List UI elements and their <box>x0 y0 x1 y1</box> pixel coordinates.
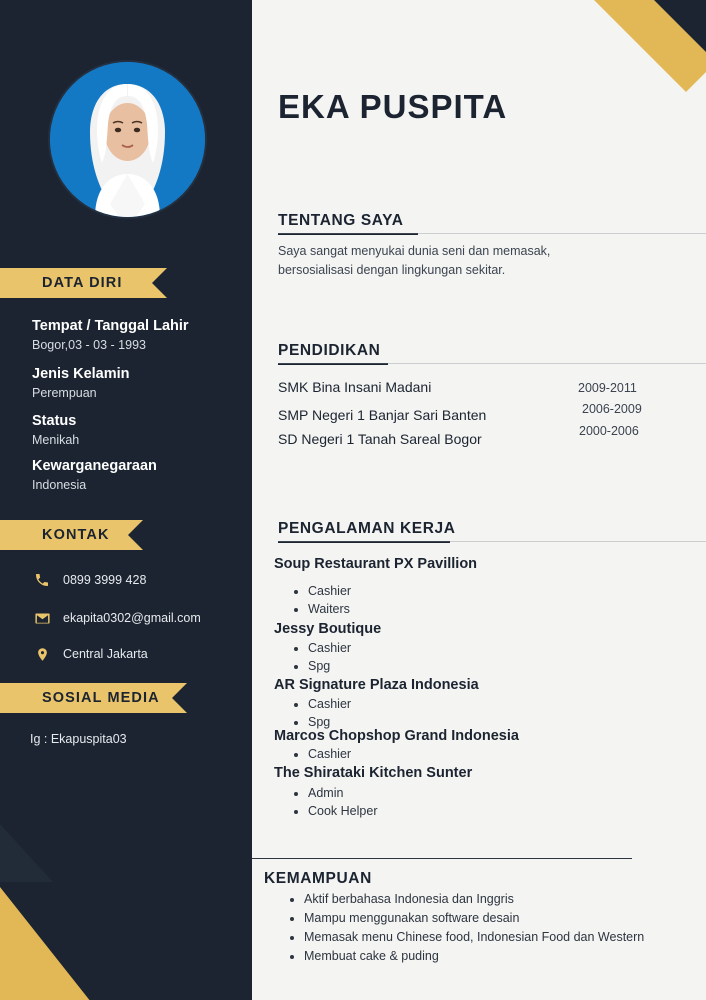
field-value: Menikah <box>32 433 80 447</box>
social-instagram[interactable] <box>30 732 127 746</box>
social-instagram-text: Ig : Ekapuspita03 <box>30 732 127 746</box>
job-company: Jessy Boutique <box>274 621 382 637</box>
email-icon <box>32 608 52 628</box>
field-value: Indonesia <box>32 478 87 492</box>
field-label: Tempat / Tanggal Lahir <box>32 318 189 334</box>
job-role: • Cook Helper <box>308 802 377 820</box>
education-years: 2000-2006 <box>579 424 639 438</box>
ribbon-label-kontak: KONTAK <box>42 527 110 543</box>
decor-triangle-dark-top-right <box>654 0 706 52</box>
skill-item: • Membuat cake & puding <box>304 947 694 966</box>
job-company: Soup Restaurant PX Pavillion <box>274 556 478 572</box>
section-rule-experience <box>278 541 706 542</box>
job-company: The Shirataki Kitchen Sunter <box>274 765 473 781</box>
section-ribbon-sosial-media <box>0 683 172 713</box>
section-rule-education <box>278 363 706 364</box>
portrait-illustration <box>50 62 205 217</box>
skill-item: • Mampu menggunakan software desain <box>304 909 694 928</box>
contact-email-text: ekapita0302@gmail.com <box>63 611 201 625</box>
job-role: • Waiters <box>308 600 351 618</box>
ribbon-label-data-diri: DATA DIRI <box>42 275 123 291</box>
field-label: Status <box>32 413 77 429</box>
job-roles <box>290 745 351 763</box>
job-role: • Spg <box>308 657 351 675</box>
job-company: Marcos Chopshop Grand Indonesia <box>274 728 519 744</box>
skill-item: • Aktif berbahasa Indonesia dan Inggris <box>304 890 694 909</box>
field-gender <box>32 365 242 402</box>
job-roles <box>290 784 377 820</box>
ribbon-label-sosial-media: SOSIAL MEDIA <box>42 690 160 706</box>
job-role: • Admin <box>308 784 377 802</box>
section-title-skills: KEMAMPUAN <box>264 870 372 887</box>
job-role: • Cashier <box>308 639 351 657</box>
section-rule-skills <box>252 858 632 859</box>
job-role: • Cashier <box>308 582 351 600</box>
field-label: Jenis Kelamin <box>32 366 130 382</box>
section-rule-about <box>278 233 706 234</box>
contact-phone-text: 0899 3999 428 <box>63 573 147 587</box>
section-title-about: TENTANG SAYA <box>278 212 404 229</box>
field-label: Kewarganegaraan <box>32 458 157 474</box>
job-roles <box>290 639 351 675</box>
education-school: SMP Negeri 1 Banjar Sari Banten <box>278 407 487 423</box>
section-ribbon-kontak <box>0 520 128 550</box>
field-nationality <box>32 457 242 494</box>
job-roles <box>290 582 351 618</box>
skill-list <box>284 890 694 966</box>
job-company: AR Signature Plaza Indonesia <box>274 677 479 693</box>
sidebar <box>0 0 252 1000</box>
education-years: 2009-2011 <box>578 381 637 395</box>
section-title-experience: PENGALAMAN KERJA <box>278 520 456 537</box>
skill-item: • Memasak menu Chinese food, Indonesian Food dan Western <box>304 928 694 947</box>
contact-phone[interactable] <box>32 570 146 590</box>
field-value: Perempuan <box>32 386 97 400</box>
job-roles <box>290 695 351 731</box>
decor-notch-top-right <box>664 72 706 114</box>
education-school: SMK Bina Insani Madani <box>278 379 432 395</box>
page-title: EKA PUSPITA <box>278 88 508 125</box>
decor-triangle-dark <box>0 822 53 882</box>
job-role: • Cashier <box>308 695 351 713</box>
about-text: Saya sangat menyukai dunia seni dan memasak, bersosialisasi dengan lingkungan sekitar. <box>278 244 551 277</box>
location-pin-icon <box>32 644 52 664</box>
field-status <box>32 412 242 449</box>
job-role: • Cashier <box>308 745 351 763</box>
avatar <box>50 62 205 217</box>
field-value: Bogor,03 - 03 - 1993 <box>32 338 146 352</box>
field-birthplace <box>32 317 242 354</box>
contact-location-text: Central Jakarta <box>63 647 148 661</box>
phone-icon <box>32 570 52 590</box>
contact-email[interactable] <box>32 608 201 628</box>
education-school: SD Negeri 1 Tanah Sareal Bogor <box>278 431 482 447</box>
decor-triangle-gold-bottom-left <box>0 882 91 1000</box>
section-title-education: PENDIDIKAN <box>278 342 381 359</box>
education-years: 2006-2009 <box>582 402 642 416</box>
contact-location[interactable] <box>32 644 148 664</box>
job-role: • Spg <box>308 713 351 731</box>
main-content <box>252 0 706 1000</box>
section-ribbon-data-diri <box>0 268 152 298</box>
